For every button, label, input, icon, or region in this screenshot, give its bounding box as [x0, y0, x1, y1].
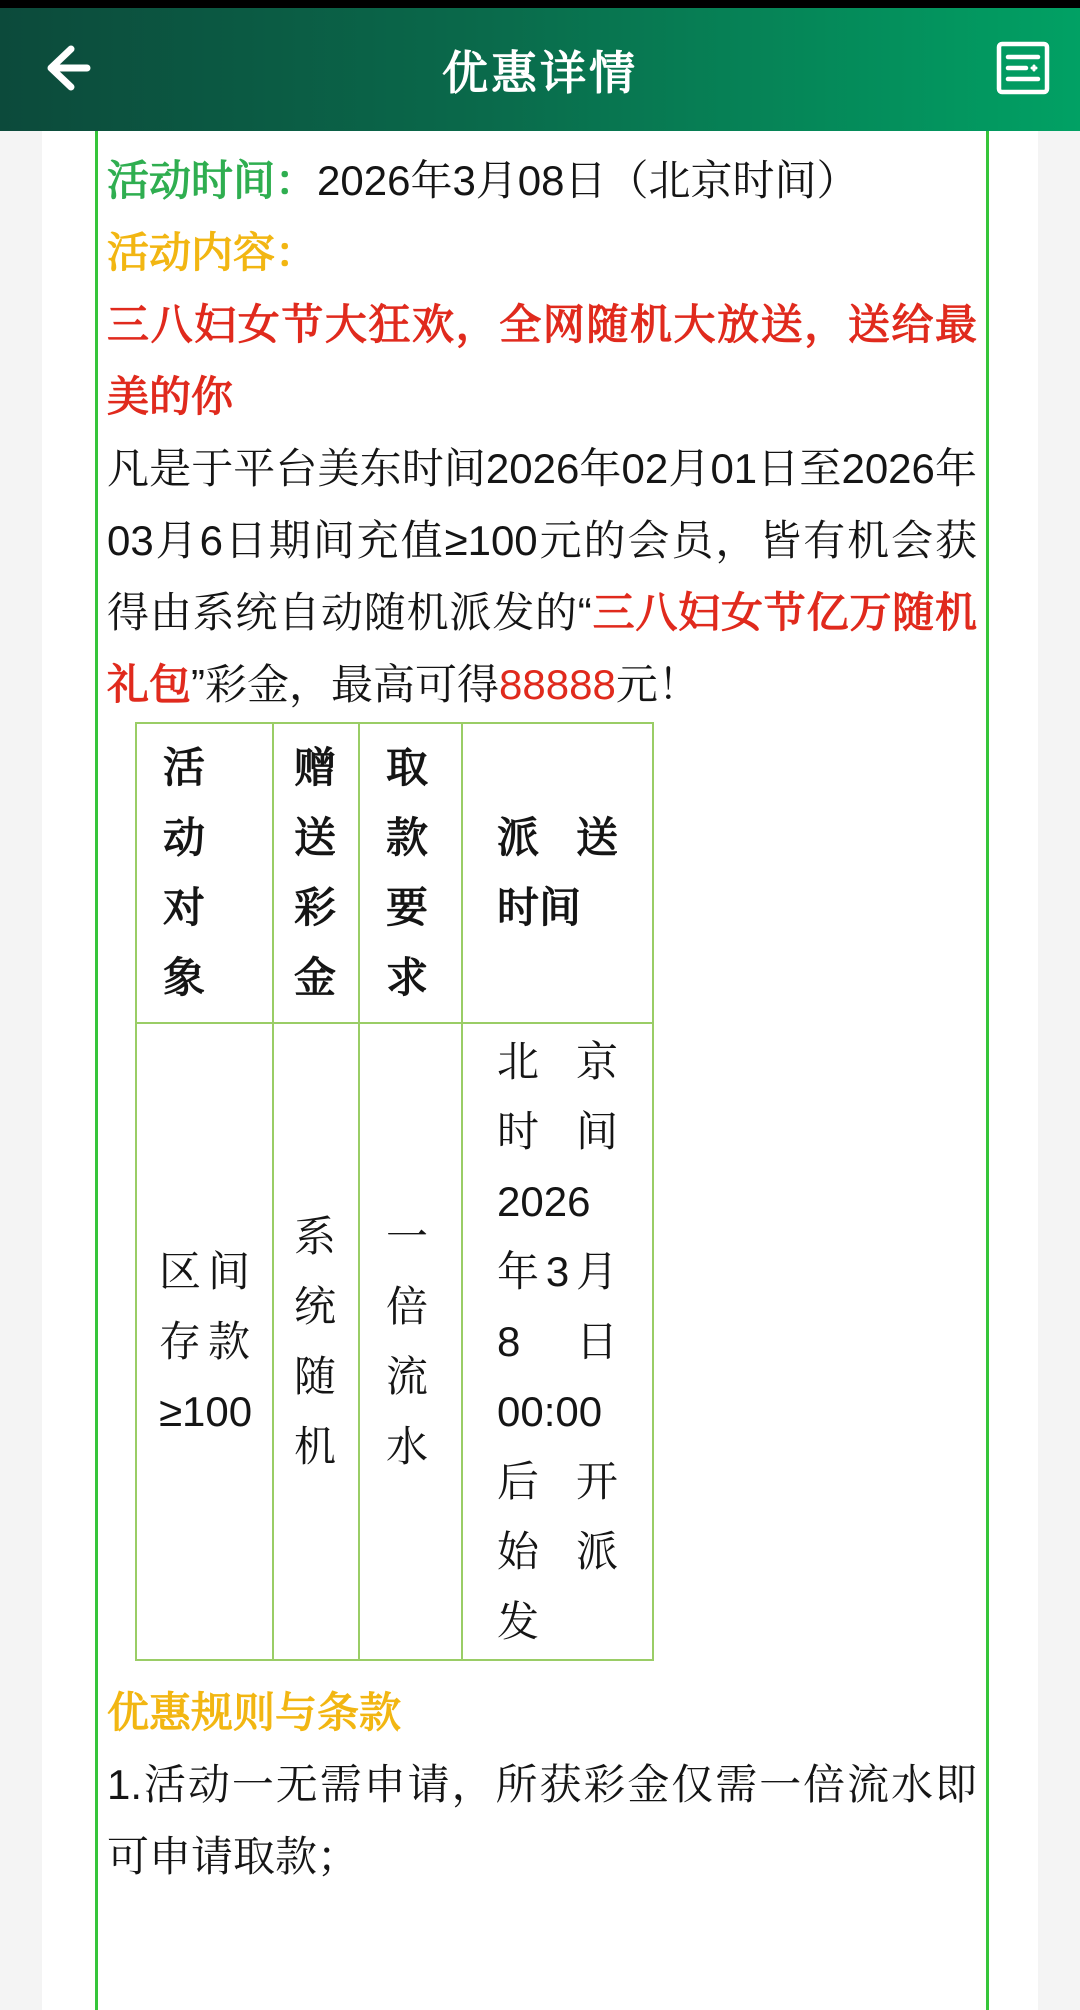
promo-detail-card: [42, 131, 1038, 2010]
table-header-activity-target: 活动对象: [136, 723, 273, 1023]
activity-time-paragraph: [107, 145, 977, 217]
page-title: 优惠详情: [442, 46, 638, 99]
back-arrow-icon: [31, 35, 97, 104]
promo-table: [135, 722, 654, 1661]
promo-table-header-row: [136, 723, 653, 1023]
table-cell-activity-target: 区间存款≥100: [136, 1023, 273, 1660]
desc-red-phrase: 三八妇女节亿万随机礼包: [107, 589, 977, 708]
activity-content-label-line: 活动内容：: [107, 229, 318, 276]
rules-title: 优惠规则与条款: [107, 1689, 402, 1736]
desc-amount: 88888: [499, 661, 616, 708]
promo-slogan: 三八妇女节大狂欢，全网随机大放送，送给最美的你: [107, 301, 977, 420]
table-cell-bonus: 系统随机: [273, 1023, 359, 1660]
desc-part-1: 凡是于平台美东时间2026年02月01日至2026年03月6日期间充值≥100元的会员，皆有机会获得由系统自动随机派发的“: [107, 445, 977, 636]
menu-button[interactable]: [991, 38, 1055, 102]
table-header-withdraw-req: 取款要求: [359, 723, 462, 1023]
menu-list-icon: [993, 38, 1053, 101]
activity-time-value: 2026年3月08日（北京时间）: [317, 157, 859, 204]
desc-part-2: ”彩金，最高可得: [191, 661, 500, 708]
table-cell-withdraw-req: 一倍流水: [359, 1023, 462, 1660]
activity-time-label: 活动时间：: [107, 157, 318, 204]
table-cell-send-time: 北京时间2026年3月8日 00:00后开始派发: [462, 1023, 653, 1660]
promo-table-data-row: [136, 1023, 653, 1660]
desc-part-3: 元！: [615, 661, 700, 708]
table-header-bonus: 赠送彩金: [273, 723, 359, 1023]
table-header-send-time: 派送时间: [462, 723, 653, 1023]
rule-item-1: 1.活动一无需申请，所获彩金仅需一倍流水即可申请取款；: [107, 1761, 977, 1880]
promo-content-panel: [95, 131, 989, 2010]
app-header: [0, 8, 1080, 131]
back-button[interactable]: [28, 34, 100, 106]
promo-description: [107, 433, 977, 721]
status-bar: [0, 0, 1080, 8]
